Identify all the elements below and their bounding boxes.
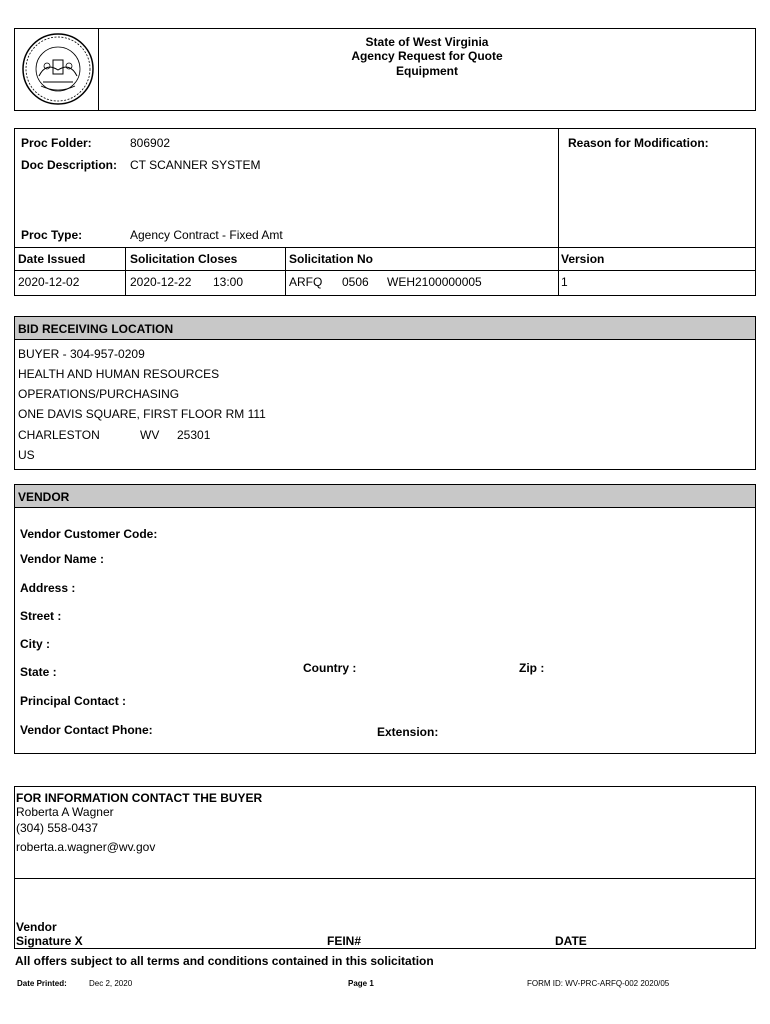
- signature-divider: [15, 878, 755, 879]
- version-value: 1: [561, 275, 568, 289]
- bid-state: WV: [140, 428, 160, 442]
- table-header-line: [15, 270, 755, 271]
- form-id: FORM ID: WV-PRC-ARFQ-002 2020/05: [527, 979, 670, 988]
- page-number: Page 1: [348, 979, 374, 988]
- bid-country: US: [18, 448, 35, 462]
- table-col-divider-2: [285, 247, 286, 295]
- proc-type-label: Proc Type:: [21, 228, 83, 242]
- state-seal: [21, 32, 95, 106]
- bid-receiving-title: BID RECEIVING LOCATION: [18, 322, 174, 336]
- closes-time-value: 13:00: [213, 275, 244, 289]
- header-title-line2: Agency Request for Quote: [351, 49, 503, 63]
- solicitation-type-value: ARFQ: [289, 275, 323, 289]
- vendor-street-label: Street :: [20, 609, 62, 623]
- vendor-box: [14, 484, 756, 754]
- bid-city: CHARLESTON: [18, 428, 100, 442]
- table-header-version: Version: [561, 252, 605, 266]
- contact-box: [14, 786, 756, 949]
- bid-receiving-header: [15, 317, 755, 340]
- table-header-date-issued: Date Issued: [18, 252, 86, 266]
- vendor-city-label: City :: [20, 637, 50, 651]
- date-printed-label: Date Printed:: [17, 979, 67, 988]
- vendor-state-label: State :: [20, 665, 57, 679]
- header-title-line3: Equipment: [396, 64, 458, 78]
- vendor-header: [15, 485, 755, 508]
- vendor-zip-label: Zip :: [519, 661, 545, 675]
- buyer-email: roberta.a.wagner@wv.gov: [16, 840, 156, 854]
- bid-address-line-4: ONE DAVIS SQUARE, FIRST FLOOR RM 111: [18, 407, 266, 421]
- proc-type-value: Agency Contract - Fixed Amt: [130, 228, 283, 242]
- signature-vendor-label: Vendor: [16, 920, 57, 934]
- vendor-name-label: Vendor Name :: [20, 552, 105, 566]
- vendor-contact-phone-label: Vendor Contact Phone:: [20, 723, 153, 737]
- vendor-customer-code-label: Vendor Customer Code:: [20, 527, 158, 541]
- proc-info-box: [14, 128, 756, 296]
- header-box: [14, 28, 756, 111]
- header-title-line1: State of West Virginia: [365, 35, 489, 49]
- table-col-divider-1: [125, 247, 126, 295]
- vendor-extension-label: Extension:: [377, 725, 439, 739]
- reason-for-modification-label: Reason for Modification:: [568, 136, 709, 150]
- principal-contact-label: Principal Contact :: [20, 694, 127, 708]
- signature-date-label: DATE: [555, 934, 587, 948]
- table-top-line: [15, 247, 755, 248]
- vendor-address-label: Address :: [20, 581, 76, 595]
- bid-address-line-1: BUYER - 304-957-0209: [18, 347, 145, 361]
- solicitation-dept-value: 0506: [342, 275, 369, 289]
- proc-folder-value: 806902: [130, 136, 171, 150]
- buyer-name: Roberta A Wagner: [16, 805, 114, 819]
- fein-label: FEIN#: [327, 934, 362, 948]
- closes-date-value: 2020-12-22: [130, 275, 192, 289]
- vendor-country-label: Country :: [303, 661, 357, 675]
- doc-description-value: CT SCANNER SYSTEM: [130, 158, 261, 172]
- bid-zip: 25301: [177, 428, 211, 442]
- proc-folder-label: Proc Folder:: [21, 136, 92, 150]
- signature-x-label: Signature X: [16, 934, 83, 948]
- vendor-title: VENDOR: [18, 490, 70, 504]
- bid-address-line-2: HEALTH AND HUMAN RESOURCES: [18, 367, 220, 381]
- buyer-phone: (304) 558-0437: [16, 821, 99, 835]
- contact-title: FOR INFORMATION CONTACT THE BUYER: [16, 791, 263, 805]
- terms-notice: All offers subject to all terms and conditions contained in this solicitation: [15, 954, 434, 968]
- bid-address-line-3: OPERATIONS/PURCHASING: [18, 387, 180, 401]
- date-printed-value: Dec 2, 2020: [89, 979, 133, 988]
- table-header-solicitation-no: Solicitation No: [289, 252, 373, 266]
- solicitation-id-value: WEH2100000005: [387, 275, 482, 289]
- bid-receiving-box: [14, 316, 756, 470]
- doc-description-label: Doc Description:: [21, 158, 118, 172]
- table-header-solicitation-closes: Solicitation Closes: [130, 252, 238, 266]
- date-issued-value: 2020-12-02: [18, 275, 80, 289]
